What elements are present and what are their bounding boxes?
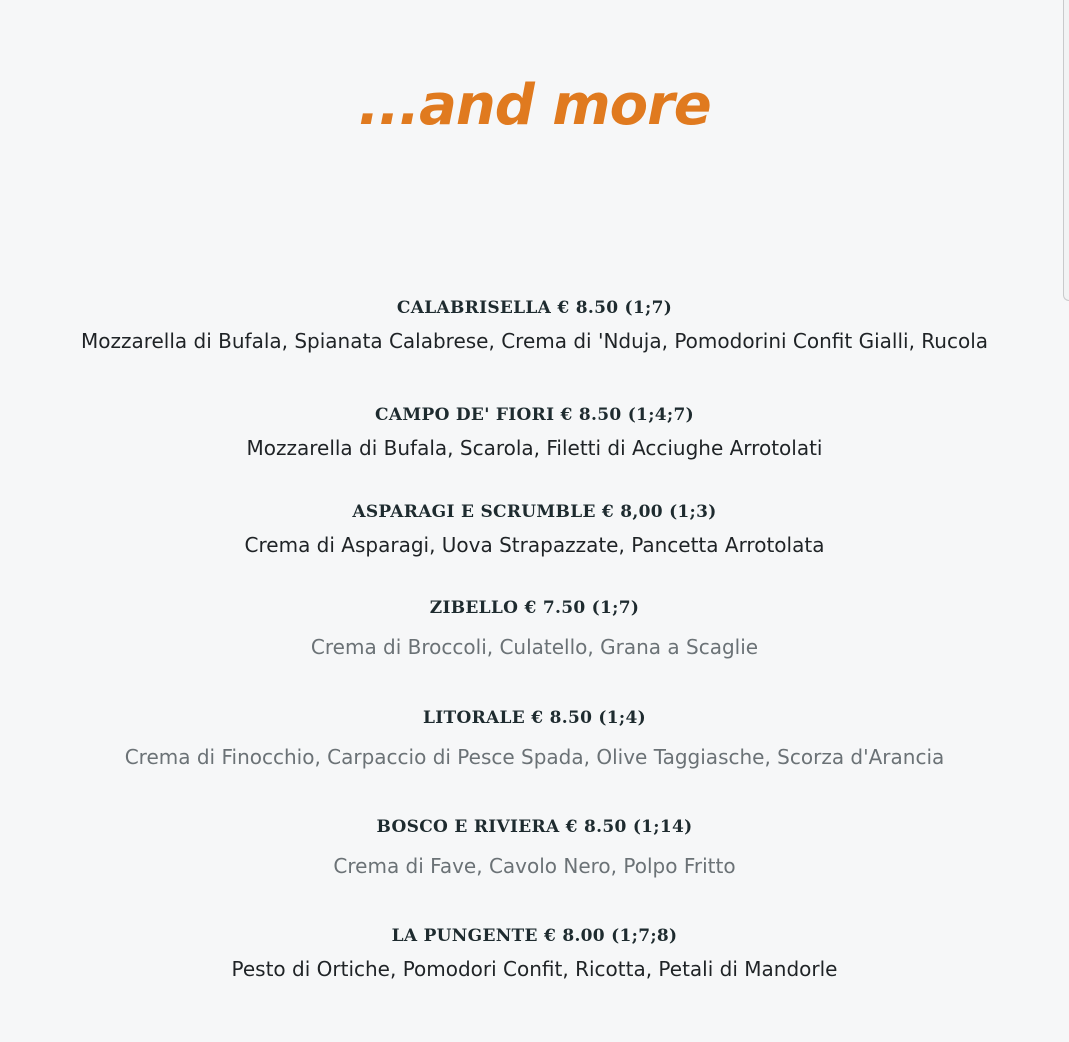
menu-item-asparagi-e-scrumble [0,501,1069,558]
menu-item-name: BOSCO E RIVIERA € 8.50 (1;14) [376,817,693,837]
menu-item-description: Mozzarella di Bufala, Spianata Calabrese, Crema di 'Nduja, Pomodorini Confit Gialli, Rucola [80,329,989,353]
menu-item-bosco-e-riviera [0,816,1069,879]
scroll-edge [1063,0,1069,301]
menu-item-name: CAMPO DE' FIORI € 8.50 (1;4;7) [375,405,694,425]
menu-item-campo-de-fiori [0,404,1069,461]
menu-item-calabrisella [0,297,1069,354]
menu-item-name: ZIBELLO € 7.50 (1;7) [429,598,640,618]
menu-item-name: LITORALE € 8.50 (1;4) [423,708,646,728]
menu-item-zibello [0,597,1069,660]
menu-item-description: Pesto di Ortiche, Pomodori Confit, Ricotta, Petali di Mandorle [231,957,838,981]
menu-item-name: LA PUNGENTE € 8.00 (1;7;8) [391,926,678,946]
menu-item-description: Crema di Broccoli, Culatello, Grana a Scaglie [310,635,759,659]
menu-item-name: CALABRISELLA € 8.50 (1;7) [396,298,673,318]
page-title: ...and more [358,73,711,138]
menu-item-name: ASPARAGI E SCRUMBLE € 8,00 (1;3) [352,502,717,522]
menu-item-description: Crema di Fave, Cavolo Nero, Polpo Fritto [333,854,736,878]
menu-item-description: Crema di Finocchio, Carpaccio di Pesce Spada, Olive Taggiasche, Scorza d'Arancia [124,745,945,769]
menu-item-description: Mozzarella di Bufala, Scarola, Filetti di Acciughe Arrotolati [246,436,823,460]
menu-item-litorale [0,707,1069,770]
menu-item-la-pungente [0,925,1069,982]
menu-item-description: Crema di Asparagi, Uova Strapazzate, Pancetta Arrotolata [244,533,825,557]
